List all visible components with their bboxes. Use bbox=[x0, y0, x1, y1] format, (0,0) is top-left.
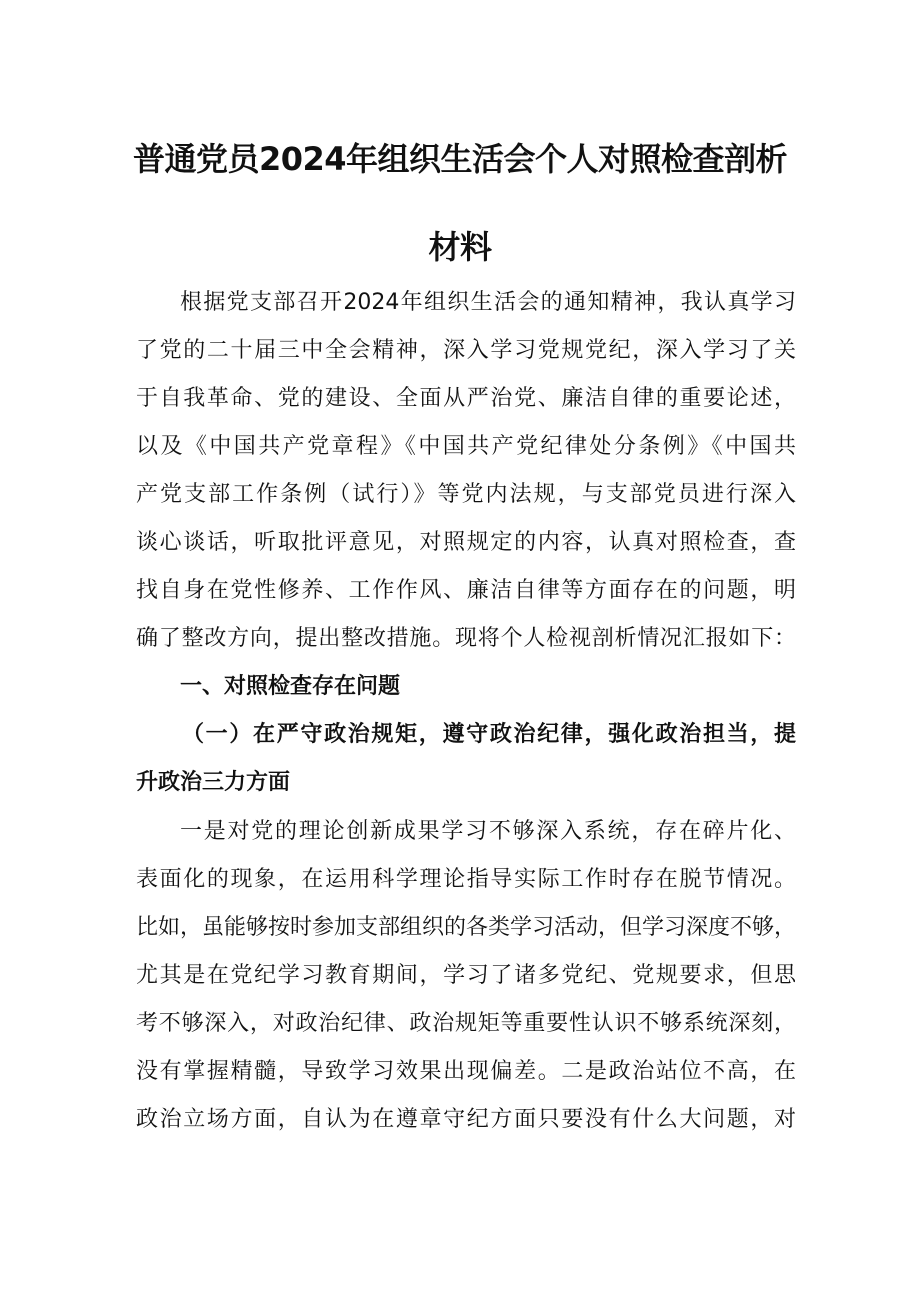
intro-line: 找自身在党性修养、工作作风、廉洁自律等方面存在的问题，明 bbox=[136, 578, 796, 603]
intro-line: 了党的二十届三中全会精神，深入学习党规党纪，深入学习了关 bbox=[136, 338, 796, 363]
body-line: 比如，虽能够按时参加支部组织的各类学习活动，但学习深度不够， bbox=[136, 915, 797, 940]
intro-line: 产党支部工作条例（试行）》等党内法规，与支部党员进行深入 bbox=[136, 482, 796, 507]
document-title-line-2: 材料 bbox=[428, 228, 492, 266]
body-line: 考不够深入，对政治纪律、政治规矩等重要性认识不够系统深刻， bbox=[136, 1011, 796, 1036]
body-line: 没有掌握精髓，导致学习效果出现偏差。二是政治站位不高，在 bbox=[136, 1059, 796, 1084]
subsection-heading-line: 升政治三力方面 bbox=[136, 770, 291, 795]
document-title-line-1: 普通党员2024年组织生活会个人对照检查剖析 bbox=[132, 140, 788, 178]
body-line: 表面化的现象，在运用科学理论指导实际工作时存在脱节情况。 bbox=[136, 867, 796, 892]
intro-line: 以及《中国共产党章程》《中国共产党纪律处分条例》《中国共 bbox=[136, 434, 796, 459]
intro-line: 确了整改方向，提出整改措施。现将个人检视剖析情况汇报如下： bbox=[136, 626, 796, 651]
body-line: 一是对党的理论创新成果学习不够深入系统，存在碎片化、 bbox=[180, 819, 796, 844]
section-heading: 一、对照检查存在问题 bbox=[180, 674, 401, 699]
intro-line: 根据党支部召开2024年组织生活会的通知精神，我认真学习 bbox=[180, 290, 796, 315]
intro-line: 谈心谈话，听取批评意见，对照规定的内容，认真对照检查，查 bbox=[136, 530, 796, 555]
subsection-heading-line: （一）在严守政治规矩，遵守政治纪律，强化政治担当，提 bbox=[182, 722, 796, 747]
body-line: 政治立场方面，自认为在遵章守纪方面只要没有什么大问题，对 bbox=[136, 1107, 796, 1132]
intro-line: 于自我革命、党的建设、全面从严治党、廉洁自律的重要论述， bbox=[136, 386, 796, 411]
body-line: 尤其是在党纪学习教育期间，学习了诸多党纪、党规要求，但思 bbox=[136, 963, 796, 988]
